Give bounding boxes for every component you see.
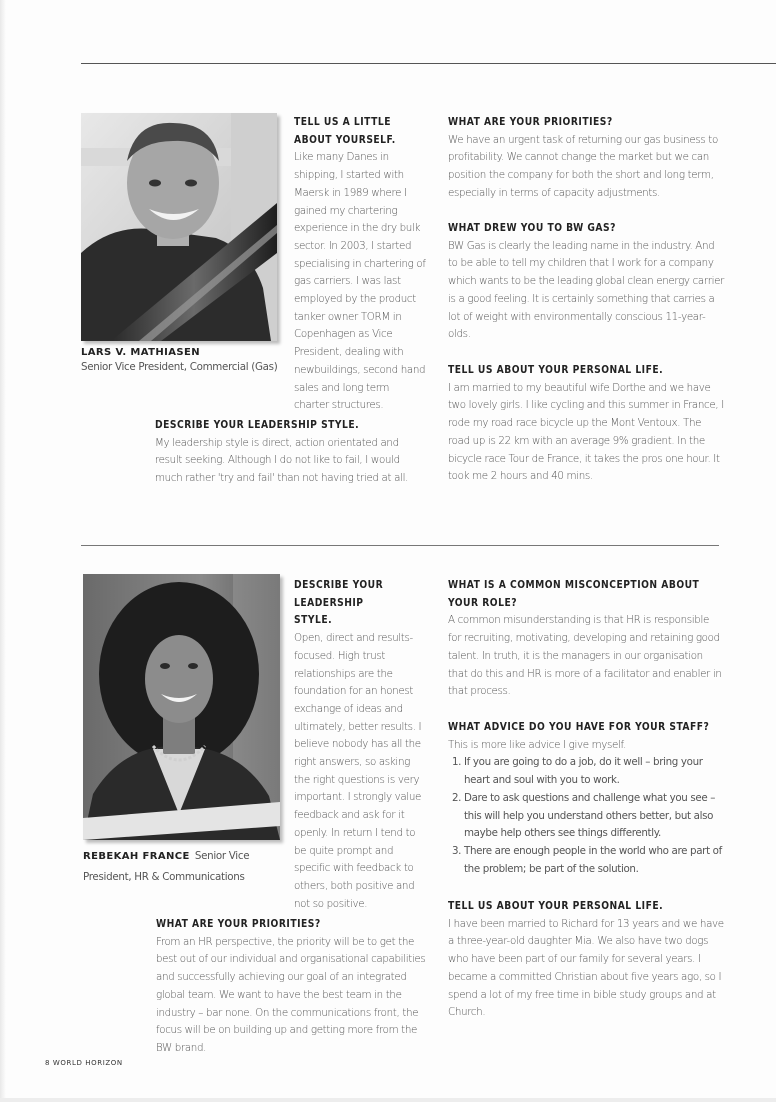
- qa-lars-priorities: [448, 114, 724, 203]
- answer-text: A common misunderstanding is that HR is responsible for recruiting, motivating, developing and retaining good talent. In truth, it is the managers in our organisation that do this and HR is more of a facilitator and enabler in that process.: [448, 614, 722, 698]
- qa-rebekah-personal: [448, 898, 724, 1022]
- list-item: 1. If you are going to do a job, do it well – bring your heart and soul with you to work.: [464, 754, 724, 789]
- answer-text: From an HR perspective, the priority will be to get the best out of our individual and organisational capabilities and successfully achieving our goal of an integrated global team. We want to have the best team in the industry – bar none. On the communications front, the focus will be on building up and getting more from the BW brand.: [156, 935, 426, 1054]
- qa-lars-leadership: [155, 417, 423, 488]
- answer-text: Like many Danes in shipping, I started with Maersk in 1989 where I gained my chartering experience in the dry bulk sector. In 2003, I started specialising in chartering of gas carriers. I was last employed by the product tanker owner TORM in Copenhagen as Vice President, dealing with newbuildings, second hand sales and long term charter structures.: [294, 151, 426, 412]
- list-item: 2. Dare to ask questions and challenge what you see – this will help you understand others better, but also maybe help others see things differently.: [464, 790, 724, 843]
- person-name: LARS V. MATHIASEN: [81, 347, 200, 358]
- page-bottom-edge: [0, 1098, 776, 1102]
- qa-rebekah-priorities: [156, 916, 428, 1058]
- answer-text: I have been married to Richard for 13 years and we have a three-year-old daughter Mia. We also have two dogs who have been part of our family for several years. I became a committed Christian about five years ago, so I spend a lot of my free time in bible study groups and at Church.: [448, 917, 724, 1019]
- answer-text: BW Gas is clearly the leading name in the industry. And to be able to tell my children that I work for a company which wants to be the leading global clean energy carrier is a good feeling. It is certainly something that carries a lot of weight with environmentally conscious 11-year-olds.: [448, 239, 725, 341]
- answer-text: I am married to my beautiful wife Dorthe and we have two lovely girls. I like cycling and this summer in France, I rode my road race bicycle up the Mont Ventoux. The road up is 22 km with an average 9% gradient. In the bicycle race Tour de France, it takes the pros one hour. It took me 2 hours and 40 mins.: [448, 381, 724, 483]
- qa-rebekah-misconception: [448, 577, 724, 701]
- person-title: Senior Vice President, Commercial (Gas): [81, 361, 278, 373]
- top-rule: [81, 63, 776, 64]
- page-gutter-shadow: [0, 0, 6, 1102]
- advice-list: [448, 754, 724, 878]
- question-heading: TELL US ABOUT YOUR PERSONAL LIFE.: [448, 365, 664, 376]
- question-heading: WHAT DREW YOU TO BW GAS?: [448, 223, 616, 234]
- qa-lars-personal: [448, 362, 724, 486]
- question-heading: TELL US A LITTLE ABOUT YOURSELF.: [294, 117, 396, 146]
- answer-text: We have an urgent task of returning our gas business to profitability. We cannot change the market but we can position the company for both the short and long term, especially in terms of capacity adjustments.: [448, 133, 718, 199]
- answer-intro: This is more like advice I give myself.: [448, 738, 626, 751]
- section-divider: [81, 545, 719, 546]
- portrait-photo-lars: [81, 113, 277, 341]
- caption-lars: [81, 347, 281, 373]
- qa-rebekah-advice: [448, 719, 724, 878]
- question-heading: DESCRIBE YOUR LEADERSHIP STYLE.: [155, 420, 360, 431]
- answer-text: My leadership style is direct, action orientated and result seeking. Although I do not like to fail, I would much rather 'try and fail' than not having tried at all.: [155, 436, 409, 485]
- qa-rebekah-leadership: [294, 577, 424, 913]
- answer-text: Open, direct and results-focused. High trust relationships are the foundation for an honest exchange of ideas and ultimately, better results. I believe nobody has all the right answers, so asking the right questions is very important. I strongly value feedback and ask for it openly. In return I tend to be quite prompt and specific with feedback to others, both positive and not so positive.: [294, 632, 422, 910]
- qa-lars-bwgas: [448, 220, 724, 344]
- page-folio: 8 WORLD HORIZON: [45, 1059, 123, 1067]
- question-heading: DESCRIBE YOUR LEADERSHIP STYLE.: [294, 580, 384, 627]
- caption-rebekah: [83, 845, 283, 886]
- question-heading: WHAT IS A COMMON MISCONCEPTION ABOUT YOUR ROLE?: [448, 580, 700, 609]
- list-item: 3. There are enough people in the world who are part of the problem; be part of the solution.: [464, 843, 724, 878]
- question-heading: WHAT ARE YOUR PRIORITIES?: [448, 117, 613, 128]
- portrait-photo-rebekah: [83, 574, 280, 840]
- question-heading: TELL US ABOUT YOUR PERSONAL LIFE.: [448, 901, 664, 912]
- question-heading: WHAT ADVICE DO YOU HAVE FOR YOUR STAFF?: [448, 722, 710, 733]
- qa-lars-about: [294, 114, 426, 415]
- person-name: REBEKAH FRANCE: [83, 851, 190, 862]
- question-heading: WHAT ARE YOUR PRIORITIES?: [156, 919, 321, 930]
- person-title: Senior Vice President, HR & Communications: [83, 850, 250, 883]
